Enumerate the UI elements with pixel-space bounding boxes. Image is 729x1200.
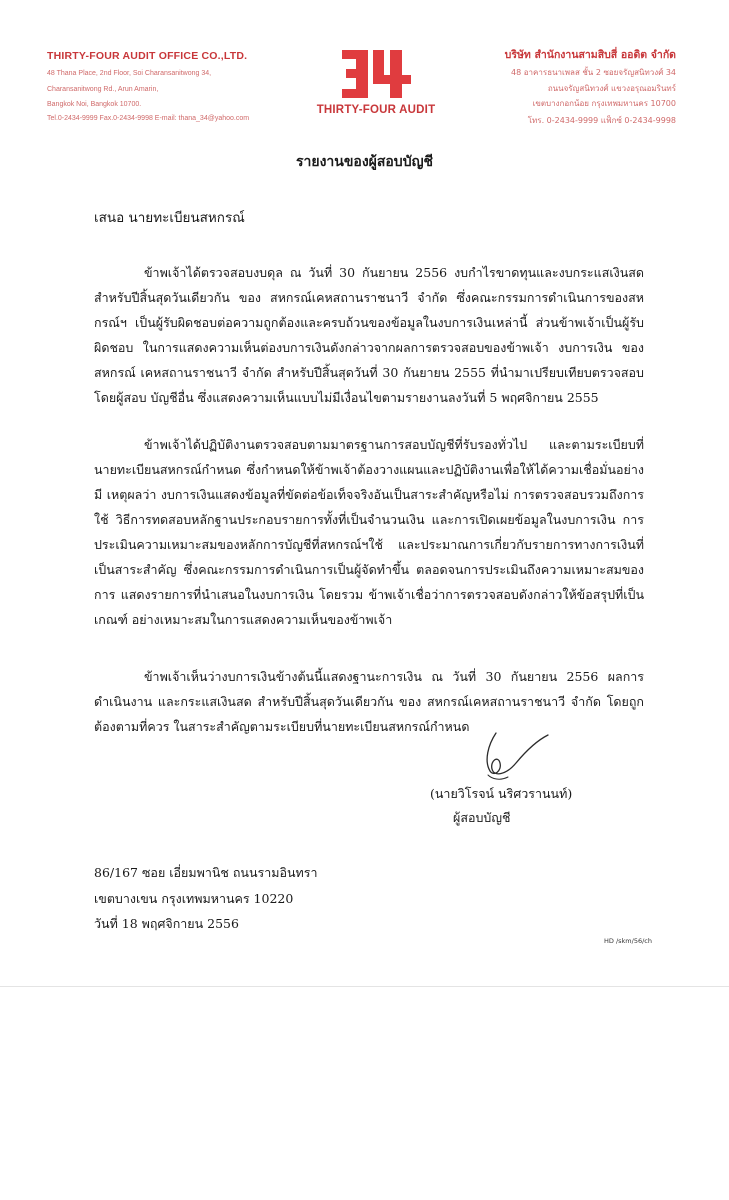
paragraph-text: ข้าพเจ้าเห็นว่างบการเงินข้างต้นนี้แสดงฐานะการเงิน ณ วันที่ 30 กันยายน 2556 ผลการดำเนินงาน และกระแสเงินสด สำหรับปีสิ้นสุดวันเดียวกัน ของ สหกรณ์เคหสถานราชนาวี จำกัด โดยถูกต้องตามที่ควร ในสาระสำคัญตามระเบียบที่นายทะเบียนสหกรณ์กำหนด (94, 669, 644, 734)
address-line-english: Bangkok Noi, Bangkok 10700. (47, 101, 142, 108)
logo-caption: THIRTY-FOUR AUDIT (316, 104, 436, 116)
paragraph-text: ข้าพเจ้าได้ปฏิบัติงานตรวจสอบตามมาตรฐานการสอบบัญชีที่รับรองทั่วไป และตามระเบียบที่ นายทะเบียนสหกรณ์กำหนด ซึ่งกำหนดให้ข้าพเจ้าต้องวางแผนและปฏิบัติงานเพื่อให้ได้ความเชื่อมั่นอย่างมี เหตุผลว่า งบการเงินแสดงข้อมูลที่ขัดต่อข้อเท็จจริงอันเป็นสาระสำคัญหรือไม่ การตรวจสอบรวมถึงการใช้ วิธีการทดสอบหลักฐานประกอบรายการทั้งที่เป็นจำนวนเงิน และการเปิดเผยข้อมูลในงบการเงิน การประเมินความเหมาะสมของหลักการบัญชีที่สหกรณ์ฯใช้ และประมาณการเกี่ยวกับรายการทางการเงินที่ เป็นสาระสำคัญ ซึ่งคณะกรรมการดำเนินการเป็นผู้จัดทำขึ้น ตลอดจนการประเมินถึงความเหมาะสมของการ แสดงรายการที่นำเสนอในงบการเงิน โดยรวม ข้าพเจ้าเชื่อว่าการตรวจสอบดังกล่าวให้ข้อสรุปที่เป็นเกณฑ์ อย่างเหมาะสมในการแสดงความเห็นของข้าพเจ้า (94, 437, 644, 627)
letterhead-english (47, 50, 307, 122)
signer-name: (นายวิโรจน์ นริศวรานนท์) (430, 786, 573, 801)
addressee: เสนอ นายทะเบียนสหกรณ์ (94, 210, 245, 226)
reference-code: HD /skm/56/ch (604, 937, 652, 945)
auditor-signature (478, 727, 550, 789)
paragraph-text: ข้าพเจ้าได้ตรวจสอบงบดุล ณ วันที่ 30 กันยายน 2556 งบกำไรขาดทุนและงบกระแสเงินสด สำหรับปีสิ้นสุดวันเดียวกัน ของ สหกรณ์เคหสถานราชนาวี จำกัด ซึ่งคณะกรรมการดำเนินการของสหกรณ์ฯ เป็นผู้รับผิดชอบต่อความถูกต้องและครบถ้วนของข้อมูลในงบการเงินเหล่านี้ ส่วนข้าพเจ้าเป็นผู้รับผิดชอบ ในการแสดงความเห็นต่องบการเงินดังกล่าวจากผลการตรวจสอบของข้าพเจ้า งบการเงิน ของ สหกรณ์ เคหสถานราชนาวี จำกัด สำหรับปีสิ้นสุดวันที่ 30 กันยายน 2555 ที่นำมาเปรียบเทียบตรวจสอบโดยผู้สอบ บัญชีอื่น ซึ่งแสดงความเห็นแบบไม่มีเงื่อนไขตามรายงานลงวันที่ 5 พฤศจิกายน 2555 (94, 265, 644, 405)
report-paragraph-1 (94, 260, 644, 410)
address-line-english: 48 Thana Place, 2nd Floor, Soi Charansanitwong 34, (47, 70, 212, 77)
letterhead-thai (436, 46, 676, 129)
address-line-thai: ถนนจรัญสนิทวงศ์ แขวงอรุณอมรินทร์ (547, 83, 676, 93)
report-paragraph-2 (94, 432, 644, 632)
company-logo (315, 48, 437, 116)
address-line-english: Charansanitwong Rd., Arun Amarin, (47, 85, 159, 93)
document-title: รายงานของผู้สอบบัญชี (295, 154, 434, 170)
company-name-thai: บริษัท สำนักงานสามสิบสี่ ออดิต จำกัด (504, 49, 676, 61)
report-date: วันที่ 18 พฤศจิกายน 2556 (94, 916, 239, 931)
footer-address-line: เขตบางเขน กรุงเทพมหานคร 10220 (94, 890, 294, 906)
footer-address-line: 86/167 ซอย เอี่ยมพานิช ถนนรามอินทรา (94, 865, 318, 880)
contact-line-english: Tel.0-2434-9999 Fax.0-2434-9998 E-mail: thana_34@yahoo.com (47, 114, 250, 122)
logo-34-icon (340, 48, 412, 100)
address-line-thai: เขตบางกอกน้อย กรุงเทพมหานคร 10700 (532, 99, 676, 108)
company-name-english: THIRTY-FOUR AUDIT OFFICE CO.,LTD. (47, 50, 248, 62)
signer-title: ผู้สอบบัญชี (453, 810, 511, 825)
footer-address (94, 860, 318, 937)
page-divider (0, 986, 729, 987)
contact-line-thai: โทร. 0-2434-9999 แฟ็กซ์ 0-2434-9998 (527, 115, 676, 125)
report-paragraph-3 (94, 664, 644, 739)
address-line-thai: 48 อาคารธนาเพลส ชั้น 2 ซอยจรัญสนิทวงศ์ 34 (511, 68, 676, 77)
signature-icon (478, 727, 550, 785)
